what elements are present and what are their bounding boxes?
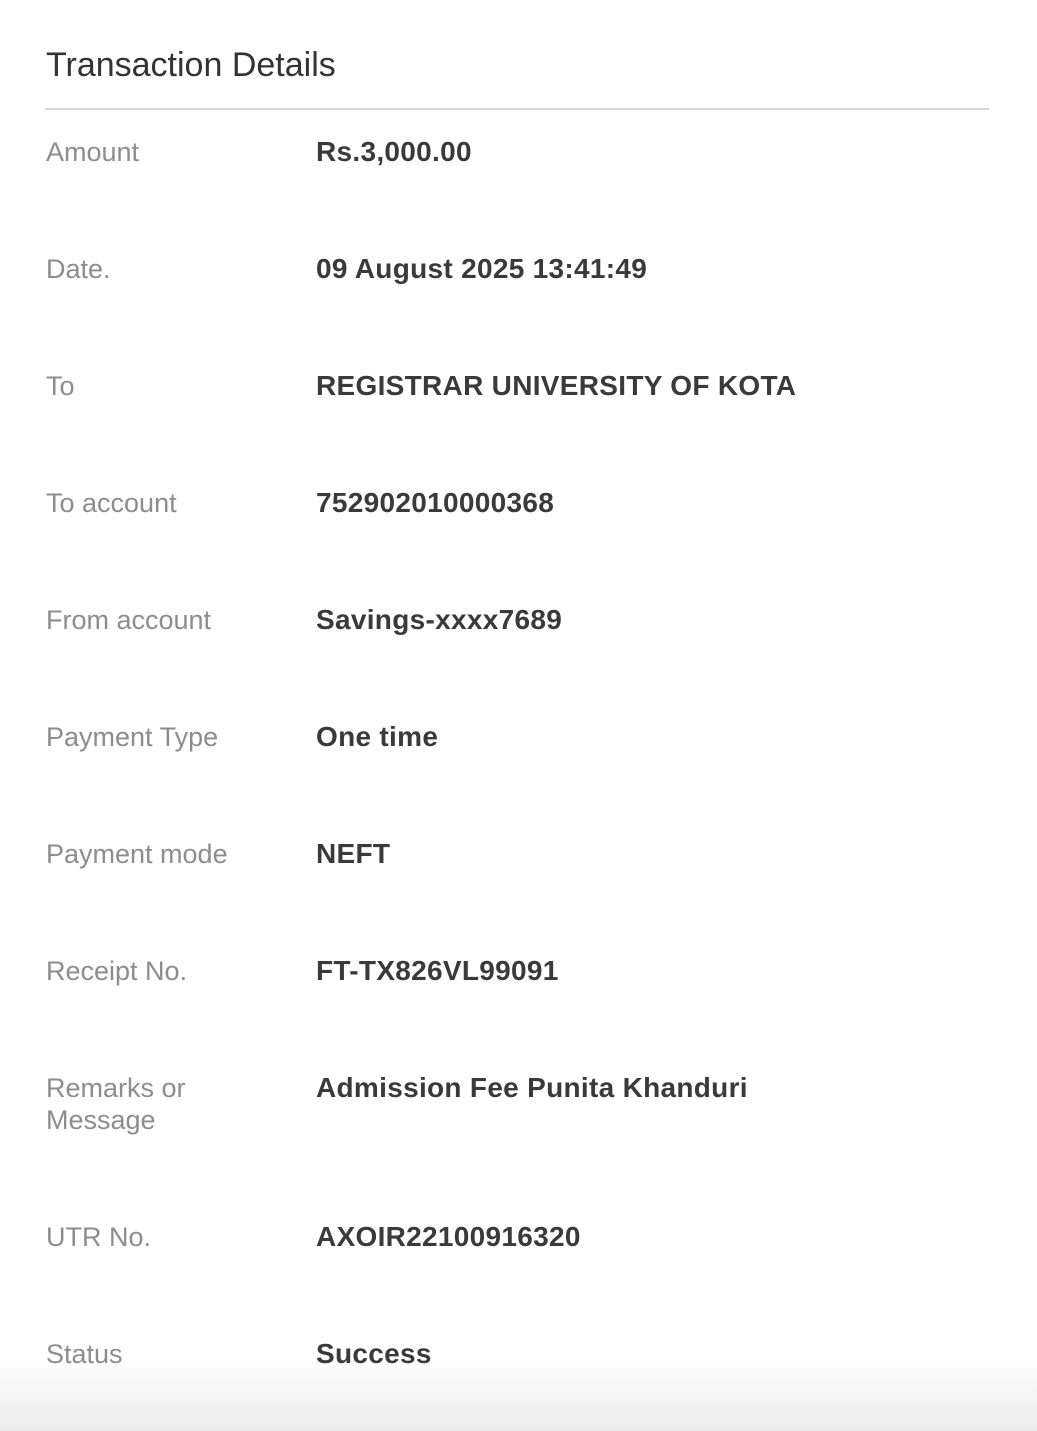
detail-row-to: [46, 370, 990, 440]
receipt-no-value: FT-TX826VL99091: [316, 955, 559, 986]
detail-row-payment-type: [46, 721, 990, 791]
detail-row-utr-no: [46, 1221, 990, 1291]
page-title: Transaction Details: [46, 46, 336, 84]
remarks-value: Admission Fee Punita Khanduri: [316, 1072, 748, 1103]
date-label: Date.: [46, 254, 111, 284]
detail-row-to-account: [46, 487, 990, 557]
detail-row-receipt-no: [46, 955, 990, 1025]
amount-label: Amount: [46, 137, 140, 167]
receipt-no-label: Receipt No.: [46, 956, 188, 986]
to-account-value: 752902010000368: [316, 487, 555, 518]
from-account-label: From account: [46, 605, 212, 635]
detail-row-date: [46, 253, 990, 323]
date-value: 09 August 2025 13:41:49: [316, 253, 648, 284]
status-value: Success: [316, 1338, 432, 1369]
detail-row-payment-mode: [46, 838, 990, 908]
detail-row-remarks: [46, 1072, 990, 1142]
payment-mode-label: Payment mode: [46, 839, 228, 869]
title-divider: [45, 108, 989, 110]
from-account-value: Savings-xxxx7689: [316, 604, 563, 635]
utr-no-label: UTR No.: [46, 1222, 152, 1252]
to-account-label: To account: [46, 488, 177, 518]
amount-value: Rs.3,000.00: [316, 136, 472, 167]
utr-no-value: AXOIR22100916320: [316, 1221, 581, 1252]
remarks-label: Remarks or Message: [46, 1073, 186, 1135]
status-label: Status: [46, 1339, 123, 1369]
to-label: To: [46, 371, 75, 401]
detail-row-status: [46, 1338, 990, 1408]
detail-row-from-account: [46, 604, 990, 674]
payment-type-value: One time: [316, 721, 439, 752]
detail-row-amount: [46, 136, 990, 206]
to-value: REGISTRAR UNIVERSITY OF KOTA: [316, 370, 797, 401]
payment-mode-value: NEFT: [316, 838, 391, 869]
payment-type-label: Payment Type: [46, 722, 219, 752]
